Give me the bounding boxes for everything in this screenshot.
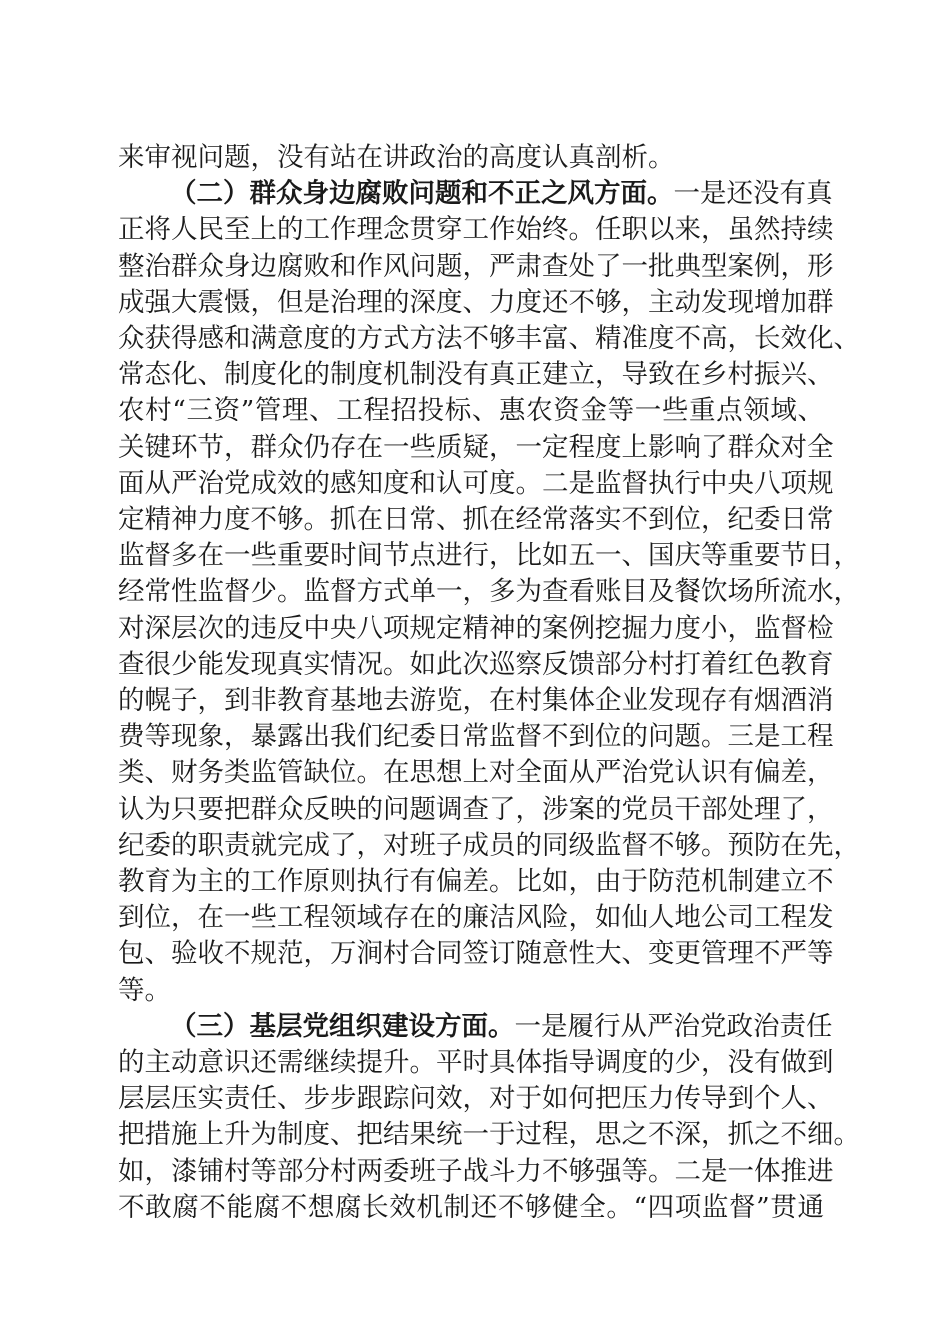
- text-line: 包、验收不规范，万涧村合同签订随意性大、变更管理不严等: [118, 938, 834, 970]
- text-line: 等。: [118, 974, 171, 1006]
- section-heading-line: [170, 1007, 833, 1047]
- text-line: 关键环节，群众仍存在一些质疑，一定程度上影响了群众对全: [118, 431, 834, 463]
- text-line: 常态化、制度化的制度机制没有真正建立，导致在乡村振兴、: [118, 359, 834, 391]
- text-line: 经常性监督少。监督方式单一，多为查看账目及餐饮场所流水，: [118, 576, 860, 608]
- text-line: 费等现象，暴露出我们纪委日常监督不到位的问题。三是工程: [118, 721, 834, 753]
- text-line: 类、财务类监管缺位。在思想上对全面从严治党认识有偏差，: [118, 757, 834, 789]
- text-line: 众获得感和满意度的方式方法不够丰富、精准度不高，长效化、: [118, 323, 860, 354]
- text-line: 教育为主的工作原则执行有偏差。比如，由于防范机制建立不: [118, 866, 834, 897]
- text-line: 纪委的职责就完成了，对班子成员的同级监督不够。预防在先，: [118, 829, 860, 861]
- text-line: 对深层次的违反中央八项规定精神的案例挖掘力度小，监督检: [118, 612, 834, 644]
- text-line: 来审视问题，没有站在讲政治的高度认真剖析。: [118, 142, 675, 173]
- text-span: 一是履行从严治党政治责任: [514, 1010, 833, 1042]
- text-line: 监督多在一些重要时间节点进行，比如五一、国庆等重要节日，: [118, 540, 860, 572]
- section-heading-line: [170, 174, 833, 214]
- text-line: 把措施上升为制度、把结果统一于过程，思之不深，抓之不细。: [118, 1119, 860, 1151]
- text-line: 认为只要把群众反映的问题调查了，涉案的党员干部处理了，: [118, 793, 834, 825]
- text-line: 的幌子，到非教育基地去游览，在村集体企业发现存有烟酒消: [118, 685, 834, 716]
- text-line: 定精神力度不够。抓在日常、抓在经常落实不到位，纪委日常: [118, 504, 834, 535]
- text-line: 正将人民至上的工作理念贯穿工作始终。任职以来，虽然持续: [118, 214, 834, 246]
- text-line: 不敢腐不能腐不想腐长效机制还不够健全。“四项监督”贯通: [118, 1191, 824, 1223]
- text-line: 的主动意识还需继续提升。平时具体指导调度的少，没有做到: [118, 1047, 834, 1078]
- text-line: 查很少能发现真实情况。如此次巡察反馈部分村打着红色教育: [118, 648, 834, 680]
- text-span: 一是还没有真: [673, 178, 833, 210]
- text-line: 如，漆铺村等部分村两委班子战斗力不够强等。二是一体推进: [118, 1155, 834, 1187]
- text-line: 整治群众身边腐败和作风问题，严肃查处了一批典型案例，形: [118, 250, 834, 282]
- text-line: 层层压实责任、步步跟踪问效，对于如何把压力传导到个人、: [118, 1083, 834, 1115]
- text-line: 面从严治党成效的感知度和认可度。二是监督执行中央八项规: [118, 467, 834, 499]
- text-line: 农村“三资”管理、工程招投标、惠农资金等一些重点领域、: [118, 395, 824, 427]
- text-line: 成强大震慑，但是治理的深度、力度还不够，主动发现增加群: [118, 286, 834, 318]
- text-line: 到位，在一些工程领域存在的廉洁风险，如仙人地公司工程发: [118, 902, 834, 934]
- section-heading: （二）群众身边腐败问题和不正之风方面。: [170, 178, 674, 210]
- section-heading: （三）基层党组织建设方面。: [170, 1010, 515, 1042]
